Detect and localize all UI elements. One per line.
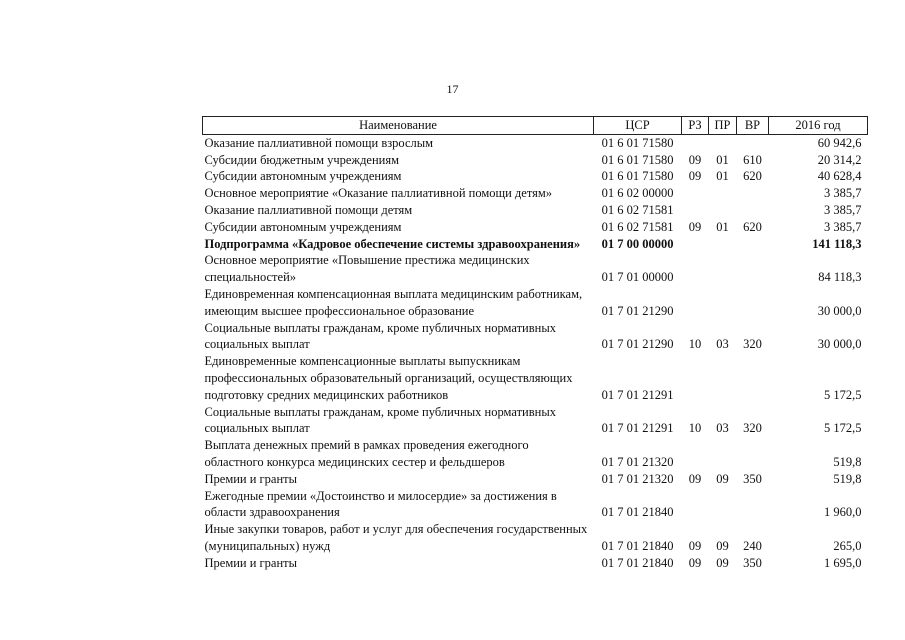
cell-csr: 01 6 01 71580: [601, 135, 674, 150]
table-row: [203, 152, 868, 169]
cell-csr: 01 7 01 21840: [601, 538, 674, 553]
cell-csr: 01 7 01 21320: [601, 471, 674, 486]
cell-csr: 01 7 01 21840: [601, 505, 674, 520]
cell-csr: 01 7 01 21290: [601, 303, 674, 318]
table-row: [203, 168, 868, 185]
table-row: [203, 286, 868, 320]
cell-pr: [709, 488, 737, 522]
cell-vr: 620: [743, 219, 762, 234]
cell-vr: [737, 488, 769, 522]
cell-rz: 09: [688, 555, 702, 570]
table-row: [203, 320, 868, 354]
cell-pr: 01: [716, 219, 729, 234]
cell-sum: 5 172,5: [824, 421, 862, 436]
cell-name: Оказание паллиативной помощи детям: [204, 202, 413, 217]
table-row: [203, 252, 868, 286]
cell-name: Субсидии автономным учреждениям: [204, 169, 402, 184]
cell-rz: 09: [688, 471, 702, 486]
cell-vr: 620: [743, 169, 762, 184]
header-vr: ВР: [737, 117, 769, 135]
cell-sum: 84 118,3: [818, 270, 862, 285]
cell-pr: 09: [716, 471, 729, 486]
header-csr: ЦСР: [594, 117, 682, 135]
cell-vr: [737, 437, 769, 471]
cell-vr: 350: [743, 471, 762, 486]
cell-csr: 01 6 02 71581: [601, 219, 674, 234]
cell-csr: 01 7 00 00000: [601, 236, 674, 251]
cell-rz: [682, 202, 709, 219]
cell-name: Субсидии бюджетным учреждениям: [204, 152, 400, 167]
table-row: [203, 353, 868, 403]
cell-rz: [682, 286, 709, 320]
cell-sum: 3 385,7: [824, 186, 862, 201]
cell-rz: 10: [688, 337, 702, 352]
cell-vr: 320: [743, 337, 762, 352]
cell-csr: 01 7 01 21290: [601, 337, 674, 352]
cell-rz: 09: [688, 219, 702, 234]
cell-pr: 09: [716, 555, 729, 570]
cell-name: Единовременные компенсационные выплаты выпускникам профессиональных образовательный организаций, осуществляющих подготовку средних медицинских работников: [204, 354, 573, 402]
cell-sum: 265,0: [833, 538, 862, 553]
header-year: 2016 год: [769, 117, 868, 135]
cell-pr: 01: [716, 152, 729, 167]
cell-pr: [709, 236, 737, 253]
cell-sum: 141 118,3: [812, 236, 862, 251]
table-row: [203, 134, 868, 151]
cell-vr: 320: [743, 421, 762, 436]
cell-sum: 3 385,7: [824, 202, 862, 217]
page-number: 17: [446, 82, 459, 96]
cell-vr: [737, 185, 769, 202]
cell-name: Социальные выплаты гражданам, кроме публичных нормативных социальных выплат: [204, 404, 556, 436]
cell-vr: [737, 286, 769, 320]
table-row: [203, 437, 868, 471]
cell-sum: 30 000,0: [817, 337, 862, 352]
cell-vr: [737, 202, 769, 219]
cell-vr: 610: [743, 152, 762, 167]
table-body: [203, 134, 868, 571]
cell-pr: 03: [716, 421, 729, 436]
cell-sum: 40 628,4: [817, 169, 862, 184]
cell-pr: [709, 252, 737, 286]
cell-vr: [737, 134, 769, 151]
cell-sum: 5 172,5: [824, 387, 862, 402]
cell-rz: 10: [688, 421, 702, 436]
cell-name: Подпрограмма «Кадровое обеспечение системы здравоохранения»: [204, 236, 581, 251]
cell-rz: [682, 236, 709, 253]
cell-name: Основное мероприятие «Повышение престижа медицинских специальностей»: [204, 253, 530, 285]
cell-pr: [709, 437, 737, 471]
cell-name: Выплата денежных премий в рамках проведения ежегодного областного конкурса медицинских сестер и фельдшеров: [204, 438, 529, 469]
table-row: [203, 471, 868, 488]
cell-sum: 60 942,6: [817, 135, 862, 150]
header-rz: РЗ: [682, 117, 709, 135]
cell-rz: 09: [688, 538, 702, 553]
cell-rz: 09: [688, 169, 702, 184]
cell-rz: 09: [688, 152, 702, 167]
cell-rz: [682, 437, 709, 471]
cell-vr: 240: [743, 538, 762, 553]
table-row: [203, 404, 868, 438]
cell-pr: [709, 185, 737, 202]
budget-table: [202, 116, 868, 572]
cell-name: Единовременная компенсационная выплата медицинским работникам, имеющим высшее профессиональное образование: [204, 286, 583, 318]
header-name: Наименование: [203, 117, 594, 135]
cell-sum: 1 695,0: [824, 555, 862, 570]
cell-rz: [682, 252, 709, 286]
cell-sum: 30 000,0: [817, 303, 862, 318]
cell-name: Премии и гранты: [204, 471, 298, 486]
cell-sum: 519,8: [833, 454, 862, 469]
cell-csr: 01 6 02 00000: [601, 186, 674, 201]
cell-sum: 20 314,2: [817, 152, 862, 167]
cell-csr: 01 7 01 21320: [601, 454, 674, 469]
table-row: [203, 202, 868, 219]
cell-csr: 01 7 01 21840: [601, 555, 674, 570]
cell-sum: 519,8: [833, 471, 862, 486]
cell-name: Оказание паллиативной помощи взрослым: [204, 135, 434, 150]
cell-name: Иные закупки товаров, работ и услуг для обеспечения государственных (муниципальных) нужд: [204, 522, 588, 553]
cell-vr: [737, 353, 769, 403]
cell-name: Премии и гранты: [204, 555, 298, 570]
cell-rz: [682, 185, 709, 202]
cell-name: Ежегодные премии «Достоинство и милосердие» за достижения в области здравоохранения: [204, 488, 557, 520]
cell-csr: 01 7 01 21291: [601, 421, 674, 436]
table-row: [203, 236, 868, 253]
cell-name: Субсидии автономным учреждениям: [204, 219, 402, 234]
cell-rz: [682, 488, 709, 522]
table-header: [203, 117, 868, 135]
cell-rz: [682, 134, 709, 151]
cell-pr: [709, 286, 737, 320]
table-row: [203, 555, 868, 572]
table-row: [203, 219, 868, 236]
cell-csr: 01 6 01 71580: [601, 169, 674, 184]
cell-pr: [709, 202, 737, 219]
cell-csr: 01 7 01 21291: [601, 387, 674, 402]
cell-name: Социальные выплаты гражданам, кроме публичных нормативных социальных выплат: [204, 320, 556, 352]
cell-vr: [737, 236, 769, 253]
cell-sum: 1 960,0: [824, 505, 862, 520]
cell-csr: 01 6 02 71581: [601, 202, 674, 217]
table-row: [203, 521, 868, 555]
cell-vr: 350: [743, 555, 762, 570]
cell-pr: 09: [716, 538, 729, 553]
cell-csr: 01 7 01 00000: [601, 270, 674, 285]
cell-pr: [709, 353, 737, 403]
cell-sum: 3 385,7: [824, 219, 862, 234]
cell-pr: [709, 134, 737, 151]
cell-name: Основное мероприятие «Оказание паллиативной помощи детям»: [204, 186, 553, 201]
cell-pr: 03: [716, 337, 729, 352]
cell-csr: 01 6 01 71580: [601, 152, 674, 167]
header-pr: ПР: [709, 117, 737, 135]
table-row: [203, 185, 868, 202]
table-row: [203, 488, 868, 522]
cell-pr: 01: [716, 169, 729, 184]
cell-rz: [682, 353, 709, 403]
cell-vr: [737, 252, 769, 286]
